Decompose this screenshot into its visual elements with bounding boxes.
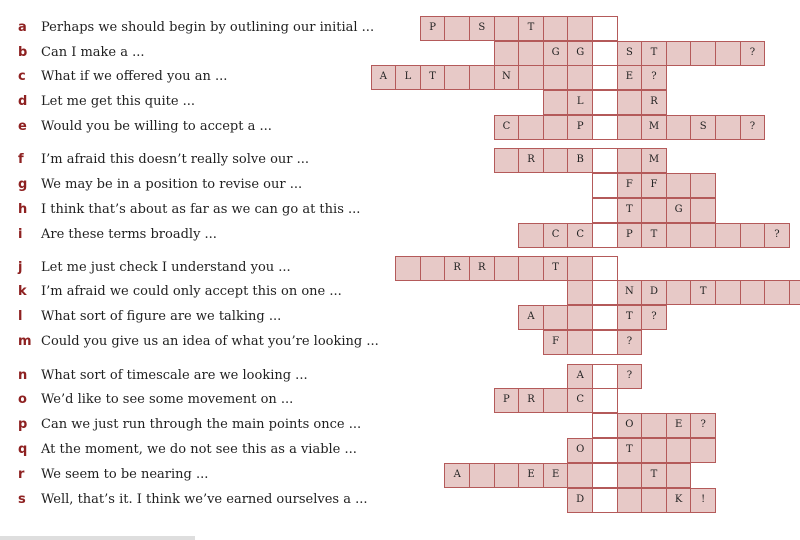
key-column-cell[interactable]	[592, 16, 618, 41]
clue-letter: a	[18, 20, 27, 35]
clue-letter: r	[18, 467, 25, 482]
answer-cell[interactable]	[617, 90, 643, 115]
answer-cell[interactable]	[494, 148, 520, 173]
answer-cell[interactable]: O	[617, 413, 643, 438]
answer-cell[interactable]: E	[617, 65, 643, 90]
clue-letter: s	[18, 492, 26, 507]
answer-cell[interactable]	[567, 305, 593, 330]
answer-cell[interactable]	[543, 388, 569, 413]
answer-cell[interactable]	[518, 65, 544, 90]
answer-cell[interactable]	[690, 198, 716, 223]
answer-cell[interactable]: F	[543, 330, 569, 355]
answer-cell[interactable]	[543, 305, 569, 330]
answer-cell[interactable]	[543, 16, 569, 41]
key-column-cell[interactable]	[592, 388, 618, 413]
answer-cell[interactable]	[789, 280, 800, 305]
clue-letter: j	[18, 260, 23, 275]
answer-cell[interactable]	[567, 65, 593, 90]
clue-letter: n	[18, 368, 28, 383]
answer-cell[interactable]	[567, 330, 593, 355]
answer-cell[interactable]	[567, 256, 593, 281]
answer-cell[interactable]: C	[567, 223, 593, 248]
answer-cell[interactable]	[641, 438, 667, 463]
answer-cell[interactable]: F	[641, 173, 667, 198]
answer-cell[interactable]	[494, 41, 520, 66]
answer-cell[interactable]	[617, 115, 643, 140]
answer-cell[interactable]: P	[567, 115, 593, 140]
answer-cell[interactable]	[715, 280, 741, 305]
answer-cell[interactable]: G	[543, 41, 569, 66]
answer-cell[interactable]: M	[641, 148, 667, 173]
answer-cell[interactable]	[690, 438, 716, 463]
key-column-cell[interactable]	[592, 463, 618, 488]
answer-cell[interactable]	[715, 115, 741, 140]
answer-cell[interactable]	[715, 223, 741, 248]
answer-cell[interactable]: R	[518, 148, 544, 173]
clue-letter: m	[18, 334, 32, 349]
answer-cell[interactable]	[518, 41, 544, 66]
clue-text: Well, that’s it. I think we’ve earned ourselves a ...	[41, 492, 368, 507]
answer-cell[interactable]: S	[617, 41, 643, 66]
answer-cell[interactable]	[469, 65, 495, 90]
key-column-cell[interactable]	[592, 65, 618, 90]
clue-text: What sort of figure are we talking ...	[41, 309, 282, 324]
clue-letter: d	[18, 94, 28, 109]
answer-cell[interactable]: R	[469, 256, 495, 281]
answer-cell[interactable]	[690, 173, 716, 198]
answer-cell[interactable]: P	[420, 16, 446, 41]
clue-text: What sort of timescale are we looking ...	[41, 368, 308, 383]
answer-cell[interactable]: !	[690, 488, 716, 513]
answer-cell[interactable]	[518, 223, 544, 248]
answer-cell[interactable]	[666, 438, 692, 463]
answer-cell[interactable]: K	[666, 488, 692, 513]
key-column-cell[interactable]	[592, 413, 618, 438]
answer-cell[interactable]: G	[567, 41, 593, 66]
answer-cell[interactable]	[617, 463, 643, 488]
answer-cell[interactable]: T	[641, 463, 667, 488]
answer-cell[interactable]: T	[617, 305, 643, 330]
key-column-cell[interactable]	[592, 438, 618, 463]
answer-cell[interactable]	[666, 280, 692, 305]
clue-text: Could you give us an idea of what you’re looking ...	[41, 334, 379, 349]
key-column-cell[interactable]	[592, 148, 618, 173]
answer-cell[interactable]	[740, 223, 766, 248]
answer-cell[interactable]: N	[494, 65, 520, 90]
answer-cell[interactable]: A	[371, 65, 397, 90]
answer-cell[interactable]: C	[543, 223, 569, 248]
answer-cell[interactable]: B	[567, 148, 593, 173]
answer-cell[interactable]	[420, 256, 446, 281]
key-column-cell[interactable]	[592, 90, 618, 115]
answer-cell[interactable]: T	[641, 41, 667, 66]
answer-cell[interactable]: T	[420, 65, 446, 90]
clue-text: I think that’s about as far as we can go at this ...	[41, 202, 361, 217]
answer-cell[interactable]: R	[518, 388, 544, 413]
answer-cell[interactable]	[543, 115, 569, 140]
clue-letter: k	[18, 284, 27, 299]
answer-cell[interactable]	[666, 41, 692, 66]
answer-cell[interactable]	[567, 463, 593, 488]
answer-cell[interactable]: N	[617, 280, 643, 305]
answer-cell[interactable]: L	[567, 90, 593, 115]
answer-cell[interactable]: S	[690, 115, 716, 140]
answer-cell[interactable]	[666, 115, 692, 140]
answer-cell[interactable]	[764, 280, 790, 305]
clue-text: At the moment, we do not see this as a viable ...	[41, 442, 357, 457]
answer-cell[interactable]	[690, 223, 716, 248]
clue-text: Perhaps we should begin by outlining our initial ...	[41, 20, 375, 35]
clue-letter: i	[18, 227, 23, 242]
clue-text: I’m afraid we could only accept this on one ...	[41, 284, 342, 299]
answer-cell[interactable]: C	[567, 388, 593, 413]
answer-cell[interactable]	[469, 463, 495, 488]
answer-cell[interactable]: T	[543, 256, 569, 281]
answer-cell[interactable]	[715, 41, 741, 66]
answer-cell[interactable]: T	[690, 280, 716, 305]
key-column-cell[interactable]	[592, 223, 618, 248]
answer-cell[interactable]: T	[641, 223, 667, 248]
clue-letter: f	[18, 152, 24, 167]
answer-cell[interactable]: ?	[617, 330, 643, 355]
answer-cell[interactable]	[666, 223, 692, 248]
answer-cell[interactable]	[444, 16, 470, 41]
answer-cell[interactable]: E	[543, 463, 569, 488]
key-column-cell[interactable]	[592, 41, 618, 66]
answer-cell[interactable]: A	[567, 364, 593, 389]
answer-cell[interactable]: D	[567, 488, 593, 513]
answer-cell[interactable]: S	[469, 16, 495, 41]
answer-cell[interactable]: T	[617, 438, 643, 463]
answer-cell[interactable]: ?	[617, 364, 643, 389]
bottom-rule	[0, 536, 195, 540]
clue-text: Are these terms broadly ...	[41, 227, 217, 242]
clue-letter: g	[18, 177, 28, 192]
key-column-cell[interactable]	[592, 330, 618, 355]
key-column-cell[interactable]	[592, 115, 618, 140]
answer-cell[interactable]: R	[444, 256, 470, 281]
key-column-cell[interactable]	[592, 198, 618, 223]
answer-cell[interactable]	[690, 41, 716, 66]
answer-cell[interactable]: ?	[641, 305, 667, 330]
answer-cell[interactable]: ?	[740, 41, 766, 66]
key-column-cell[interactable]	[592, 364, 618, 389]
answer-cell[interactable]: M	[641, 115, 667, 140]
answer-cell[interactable]	[444, 65, 470, 90]
answer-cell[interactable]: T	[617, 198, 643, 223]
clue-letter: b	[18, 45, 28, 60]
key-column-cell[interactable]	[592, 305, 618, 330]
answer-cell[interactable]	[617, 488, 643, 513]
answer-cell[interactable]: P	[617, 223, 643, 248]
key-column-cell[interactable]	[592, 173, 618, 198]
answer-cell[interactable]: R	[641, 90, 667, 115]
answer-cell[interactable]	[518, 256, 544, 281]
answer-cell[interactable]: E	[666, 413, 692, 438]
answer-cell[interactable]: G	[666, 198, 692, 223]
answer-cell[interactable]: C	[494, 115, 520, 140]
answer-cell[interactable]	[641, 413, 667, 438]
answer-cell[interactable]	[641, 198, 667, 223]
answer-cell[interactable]: F	[617, 173, 643, 198]
answer-cell[interactable]	[543, 148, 569, 173]
clue-text: Would you be willing to accept a ...	[41, 119, 272, 134]
answer-cell[interactable]: ?	[641, 65, 667, 90]
clue-letter: e	[18, 119, 27, 134]
answer-cell[interactable]: O	[567, 438, 593, 463]
answer-cell[interactable]	[494, 463, 520, 488]
answer-cell[interactable]: ?	[690, 413, 716, 438]
key-column-cell[interactable]	[592, 256, 618, 281]
clue-text: What if we offered you an ...	[41, 69, 228, 84]
answer-cell[interactable]	[543, 90, 569, 115]
answer-cell[interactable]	[395, 256, 421, 281]
answer-cell[interactable]: A	[444, 463, 470, 488]
clue-text: Can I make a ...	[41, 45, 145, 60]
answer-cell[interactable]: T	[518, 16, 544, 41]
answer-cell[interactable]	[617, 148, 643, 173]
clue-letter: l	[18, 309, 23, 324]
clue-text: We seem to be nearing ...	[41, 467, 209, 482]
clue-text: I’m afraid this doesn’t really solve our ...	[41, 152, 310, 167]
key-column-cell[interactable]	[592, 280, 618, 305]
answer-cell[interactable]	[567, 280, 593, 305]
answer-cell[interactable]: ?	[764, 223, 790, 248]
answer-cell[interactable]	[666, 463, 692, 488]
answer-cell[interactable]	[641, 488, 667, 513]
key-column-cell[interactable]	[592, 488, 618, 513]
answer-cell[interactable]: A	[518, 305, 544, 330]
answer-cell[interactable]: L	[395, 65, 421, 90]
clue-text: We may be in a position to revise our ...	[41, 177, 303, 192]
clue-letter: c	[18, 69, 26, 84]
answer-cell[interactable]: E	[518, 463, 544, 488]
clue-text: Can we just run through the main points once ...	[41, 417, 362, 432]
clue-letter: h	[18, 202, 28, 217]
answer-cell[interactable]	[494, 256, 520, 281]
clue-letter: o	[18, 392, 27, 407]
answer-cell[interactable]	[518, 115, 544, 140]
answer-cell[interactable]	[740, 280, 766, 305]
clue-letter: q	[18, 442, 28, 457]
clue-text: We’d like to see some movement on ...	[41, 392, 294, 407]
answer-cell[interactable]	[543, 65, 569, 90]
answer-cell[interactable]: D	[641, 280, 667, 305]
answer-cell[interactable]: ?	[740, 115, 766, 140]
clue-text: Let me get this quite ...	[41, 94, 196, 109]
answer-cell[interactable]: P	[494, 388, 520, 413]
answer-cell[interactable]	[567, 16, 593, 41]
answer-cell[interactable]	[494, 16, 520, 41]
answer-cell[interactable]	[666, 173, 692, 198]
clue-text: Let me just check I understand you ...	[41, 260, 291, 275]
clue-letter: p	[18, 417, 28, 432]
